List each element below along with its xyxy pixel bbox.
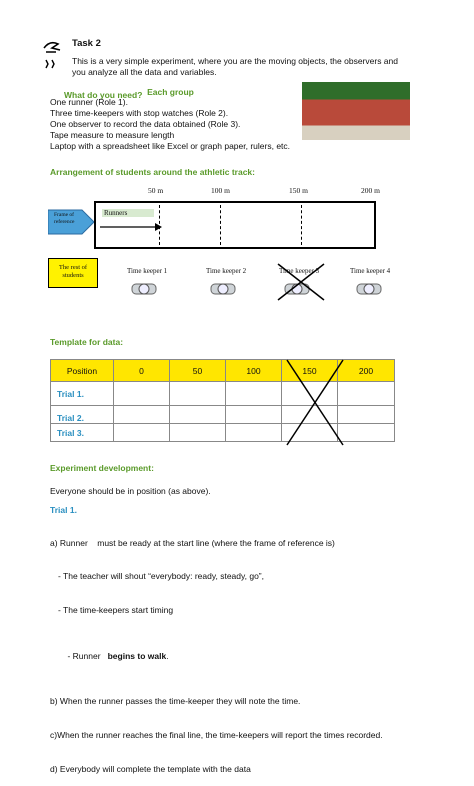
arrangement-heading: Arrangement of students around the athletic track: [50, 167, 255, 177]
table-header-cell: 100 [226, 360, 282, 382]
trial-label: Trial 2. [51, 406, 114, 424]
intro-line-1: This is a very simple experiment, where you are the moving objects, the observers and [72, 56, 398, 66]
list-item: Laptop with a spreadsheet like Excel or graph paper, rulers, etc. [50, 141, 291, 151]
list-item: One observer to record the data obtained (Role 3). [50, 119, 241, 129]
hand-icon [42, 36, 62, 81]
stopwatch-icon [131, 280, 157, 303]
steps [50, 515, 383, 786]
need-heading: What do you need? Each group [64, 87, 194, 100]
list-item: Tape measure to measure length [50, 130, 175, 140]
time-keeper-label: Time keeper 1 [127, 267, 168, 275]
template-heading: Template for data: [50, 337, 124, 347]
trial-label: Trial 3. [51, 424, 114, 442]
time-keeper-label: Time keeper 4 [350, 267, 391, 275]
need-list [50, 97, 290, 152]
runners-label: Runners [102, 209, 154, 217]
list-item: One runner (Role 1). [50, 97, 128, 107]
list-item: Three time-keepers with stop watches (Role 2). [50, 108, 229, 118]
dev-intro: Everyone should be in position (as above). [50, 486, 211, 496]
step-b: b) When the runner passes the time-keeper they will note the time. [50, 695, 301, 706]
step-a: a) Runner must be ready at the start line (where the frame of reference is) [50, 537, 335, 548]
distance-label: 150 m [289, 186, 308, 195]
distance-label: 50 m [148, 186, 164, 195]
step-d: d) Everybody will complete the template with the data [50, 763, 251, 774]
time-keeper-label: Time keeper 3 [279, 267, 320, 275]
cross-out-mark [276, 262, 326, 302]
trial-label: Trial 1. [51, 382, 114, 406]
direction-arrow [100, 223, 162, 231]
need-group: Each group [147, 87, 194, 97]
frame-of-reference-arrow [48, 208, 94, 236]
distance-label: 200 m [361, 186, 380, 195]
trial-heading: Trial 1. [50, 505, 77, 515]
time-keeper-label: Time keeper 2 [206, 267, 247, 275]
athletic-track [94, 201, 376, 249]
task-title: Task 2 [72, 38, 101, 49]
intro-line-2: you analyze all the data and variables. [72, 67, 217, 77]
frame-label: Frame of reference [54, 212, 75, 225]
table-header-cell: 150 [282, 360, 338, 382]
stopwatch-icon [356, 280, 382, 303]
step-a1: - The teacher will shout “everybody: ready, steady, go”, [58, 571, 264, 582]
stopwatch-icon [210, 280, 236, 303]
step-a3: - Runner begins to walk. [67, 650, 169, 661]
step-c: c)When the runner reaches the final line, the time-keepers will report the times recorded. [50, 729, 383, 740]
distance-label: 100 m [211, 186, 230, 195]
runners-photo [302, 82, 410, 140]
cross-out-mark [286, 359, 344, 446]
rest-of-students-box: The rest of students [48, 258, 98, 288]
table-header-cell: Position [51, 360, 114, 382]
table-header-cell: 50 [170, 360, 226, 382]
table-header-cell: 0 [114, 360, 170, 382]
step-a2: - The time-keepers start timing [58, 605, 174, 616]
dev-heading: Experiment development: [50, 463, 154, 473]
table-header-cell: 200 [338, 360, 395, 382]
